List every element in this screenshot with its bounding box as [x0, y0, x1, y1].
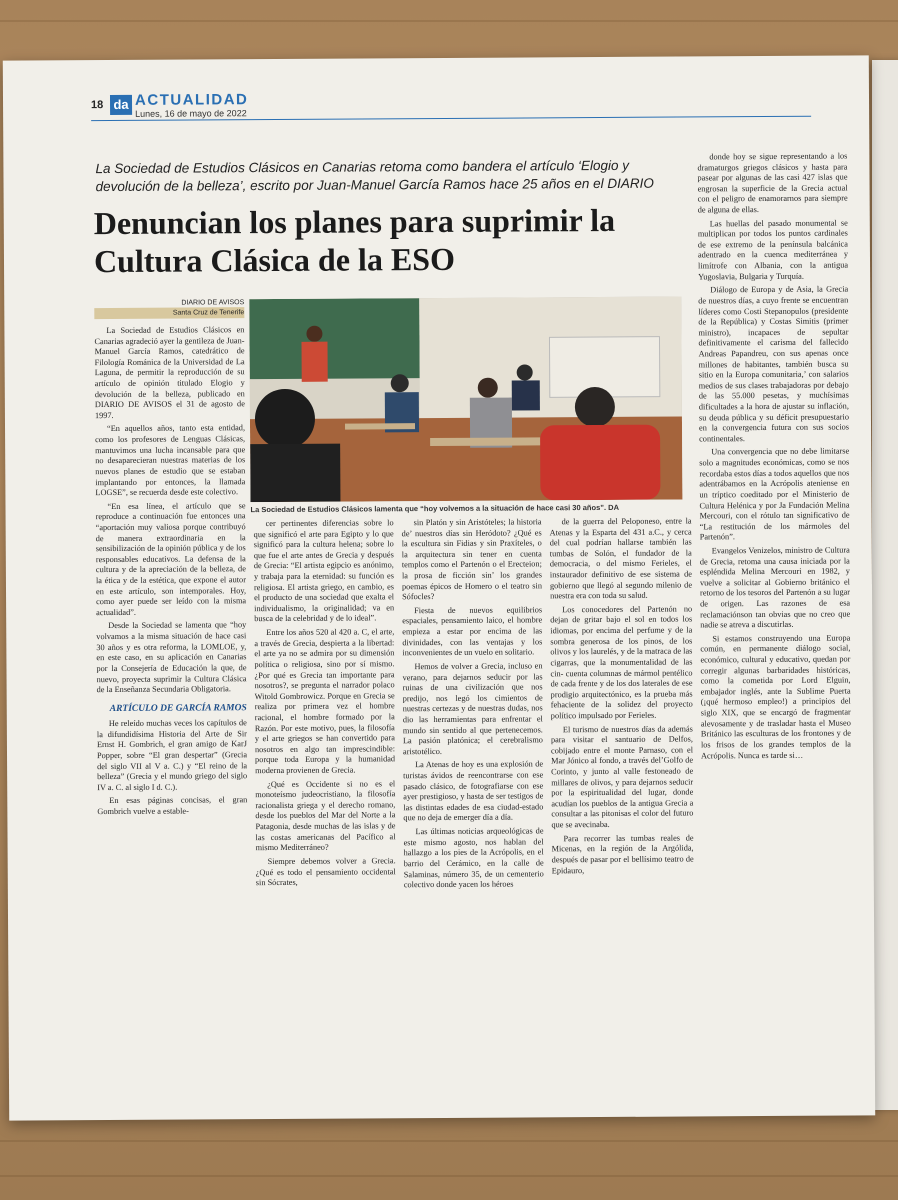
paragraph: “En aquellos años, tanto esta entidad, como los profesores de Lenguas Clásicas, mantuvimos una lucha incansable para que no desaparecieran nuestras materias de los nuevos planes de estudio que se estaban implantando por entonces, la llamada LOGSE”, se recuerda desde este colectivo. — [95, 423, 246, 498]
paragraph: La Atenas de hoy es una explosión de turistas ávidos de reencontrarse con ese pasado clásico, de fotografiarse con ese ayer prestigioso, y hasta de ser testigos de las distintas edades de esa ciudad-estado que no deja de emerger día a día. — [403, 759, 544, 823]
publication-logo: da — [110, 95, 132, 115]
paragraph: donde hoy se sigue representando a los dramaturgos griegos clásicos y hasta para pasear por algunas de las casi 427 islas que engrosan la superficie de la Grecia actual con el peligro de enamorarnos para siempre de alguna de ellas. — [697, 151, 848, 215]
paragraph: sin Platón y sin Aristóteles; la historia de’ nuestros días sin Heródoto? ¿Qué es la escultura sin Fidias y sin Praxíteles, o la arquitectura sin tener en cuenta templos como el Partenón o el Erecteion; la prosa de ficción sin’ los grandes poemas épicos de Homero o el teatro sin Sófocles? — [401, 517, 543, 602]
paragraph: “En esa línea, el artículo que se reproduce a continuación fue entonces una “aportación muy valiosa porque contribuyó de manera extraordinaria en la sensibilización de la opinión pública y de los responsables educativos. La defensa de la cultura y de la apreciación de la belleza, de la ética y de la estética, que expone el autor en este artículo, son intemporales. Hoy, como ayer puede ser leído con la misma actualidad”. — [95, 500, 247, 617]
column-2 — [254, 518, 396, 892]
paragraph: Siempre debemos volver a Grecia. ¿Qué es todo el pensamiento occidental sin Sócrates, — [255, 856, 396, 888]
paragraph: Desde la Sociedad se lamenta que “hoy volvamos a la misma situación de hace casi 30 años y es otra reforma, la LOMLOE, y, en este caso, en su aplicación en Canarias por la Consejería de Educación la que, de nuevo, proyecta suprimir la Cultura Clásica de la Enseñanza Secundaria Obligatoria. — [96, 620, 247, 695]
paragraph: Una convergencia que no debe limitarse solo a magnitudes económicas, como se nos recordaba estos días a todos aquellos que nos adentrábamos en la Acrópolis ateniense en un tríptico coeditado por el Ministerio de Cultura Helénica y por Ja Fundación Melina Mercouri, con el rótulo tan significativo de “La restitución de los mármoles del Partenón”. — [699, 446, 850, 542]
paragraph: En esas páginas concisas, el gran Gombrich vuelve a estable- — [97, 795, 248, 817]
paragraph: de la guerra del Peloponeso, entre la Atenas y la Esparta del 431 a.C., y cerca del cual podrían hallarse también las tumbas de Solón, el fundador de la democracia, o del mismo Ferieles, el instaurador definitivo de ese sistema de gobierno que llegó al segundo milenio de nuestra era con toda su salud. — [549, 516, 693, 601]
paragraph: Las huellas del pasado monumental se multiplican por todos los puntos cardinales de ese extremo de la península balcánica adentrado en la cuenca mediterránea y limítrofe con Albania, con la antigua Yugoslavia, Bulgaria y Turquía. — [697, 218, 849, 282]
classroom-illustration — [249, 297, 682, 503]
next-page-edge — [872, 60, 898, 1110]
paragraph: Las últimas noticias arqueológicas de este mismo agosto, nos hablan del hallazgo a los pies de la Acrópolis, en el barrio del Cerámico, en la calle de Salaminas, número 35, de un cementerio colectivo donde yacen los héroes — [403, 826, 544, 890]
page-number: 18 — [91, 99, 104, 112]
byline-place: Santa Cruz de Tenerife — [94, 307, 244, 319]
paragraph: Si estamos construyendo una Europa común, en permanente diálogo social, económico, cultural y educativo, quedan por corregir algunas barbaridades históricas, como la cometida por Lord Elguin, embajador inglés, ante la Sublime Puerta (¡qué hermoso empleo!) a principios del siglo XIX, que se encargó de fragmentar alevosamente y de trasladar hasta el Museo Británico las esculturas de los frontones y de los frisos de los grandes templos de la Acrópolis. Nunca es tarde si… — [700, 633, 851, 760]
paragraph: Diálogo de Europa y de Asia, la Grecia de nuestros días, a cuyo frente se encuentran líderes como Costi Stepanopulos (presidente de la República) y Costas Simitis (primer ministro), incapaces de sepultar definitivamente el carisma del fallecido Andreas Papandreu, con sus apenas once millones de habitantes, también busca su sitio en la Europa comunitaria,’ con salarios medios de sus clases trabajadoras por debajo de las 55.000 pesetas, y muchísimas dificultades a la hora de ajustar su inflación, su deuda pública y su déficit presupuestario en la convergencia futura con sus socios continentales. — [698, 284, 850, 444]
paragraph: He releído muchas veces los capítulos de la difundidísima Historia del Arte de Sir Ernst H. Gombrich, el gran amigo de KarJ Popper, sobre “El gran despertar” (Grecia del siglo VII al V a. C.) y “El reino de la belleza” (Grecia y el mundo griego del siglo IV a. C. al siglo I d. C.). — [96, 718, 248, 792]
column-1 — [94, 325, 247, 821]
paragraph: Evangelos Venizelos, ministro de Cultura de Grecia, retoma una causa iniciada por la espléndida Melina Mercouri en 1982, y vuelve a solicitar al Gobierno británico el retorno de los tesoros del Partenón a su lugar de origen. Las razones de esa reclamaciónson tan obvias que no creo que nadie se atreva a discutirlas. — [699, 545, 851, 630]
article-headline: Denuncian los planes para suprimir la Cultura Clásica de la ESO — [93, 201, 616, 279]
article-kicker: La Sociedad de Estudios Clásicos en Canarias retoma como bandera el artículo ‘Elogio y devolución de la belleza’, escrito por Juan-Manuel García Ramos hace 25 años en el DIARIO — [95, 157, 654, 195]
paragraph: cer pertinentes diferencias sobre lo que significó el arte para Egipto y lo que significó para la cultura helena; sobre lo que fue el arte antes de Grecia y después de Grecia: “El artista egipcio es anónimo, y trabaja para la eternidad: su función es religiosa. El artista griego, en cambio, es el producto de una sociedad que exalta el individualismo, la originalidad; va en busca de la celebridad y de lo ideal”. — [253, 518, 395, 624]
wood-grain — [0, 20, 898, 22]
wood-grain — [0, 1175, 898, 1177]
paragraph: Fiesta de nuevos equilibrios espaciales, pensamiento laico, el hombre empieza a estar por encima de las divinidades, con las ventajas y los inconvenientes de un vuelo en solitario. — [402, 605, 543, 658]
section-subhead: ARTÍCULO DE GARCÍA RAMOS — [109, 702, 247, 714]
paragraph: La Sociedad de Estudios Clásicos en Canarias agradeció ayer la gentileza de Juan-Manuel García Ramos, catedrático de Filología Románica de la Universidad de La Laguna, de permitir la reproducción de su artículo de opinión titulado Elogio y devolución de la belleza, publicado en DIARIO DE AVISOS el 31 de agosto de 1997. — [94, 325, 245, 420]
paragraph: Hemos de volver a Grecia, incluso en verano, para dejarnos seducir por las ruinas de una civilización que nos predijo, nos legó los cimientos de nuestras certezas y de nuestras dudas, nos dio las herramientas para enfrentar el mundo sin sentido al que pertenecemos. La pasión platónica; el cerebralismo aristotélico. — [402, 661, 543, 757]
section-title: ACTUALIDAD — [134, 91, 249, 109]
column-3 — [402, 517, 544, 894]
column-4 — [550, 516, 694, 879]
issue-date: Lunes, 16 de mayo de 2022 — [135, 108, 247, 119]
paragraph: El turismo de nuestros días da además para visitar el santuario de Delfos, cobijado entre el monte Parnaso, con el Mar Jónico al fondo, a través del’Golfo de Corinto, y junto al valle festoneado de millares de olivos, y para dejarnos seducir por la espiritualidad del lugar, donde acudían los pueblos de la antigua Grecia a consultar a las pitonisas el color del futuro que se avecinaba. — [550, 724, 694, 830]
classroom-photo — [249, 297, 682, 503]
column-5 — [697, 151, 851, 764]
wood-grain — [0, 1140, 898, 1142]
paragraph: Para recorrer las tumbas reales de Micenas, en la región de la Argólida, después de pasar por el bellísimo teatro de Epidauro, — [551, 833, 694, 875]
paragraph: Entre los años 520 al 420 a. C, el arte, a través de Grecia, despierta a la libertad: el arte ya no se admira por su dimensión política o religiosa, sino por sí mismo. ¿Por qué es Grecia tan importante para nosotros?, se pregunta el narrador polaco Witold Gombrowicz. Porque en Grecia se realiza por primera vez el hombre racional, el hombre formado por la Razón. Por este motivo, pues, la filosofía y el arte griegos se han convertido para nosotros en algo tan imprescindible: porque toda Europa y la humanidad moderna provienen de Grecia. — [254, 627, 396, 776]
paragraph: ¿Qué es Occidente si no es el monoteísmo judeocristiano, la filosofía racionalista griega y el derecho romano, desde los pueblos del Mar del Norte a la Patagonia, desde muchas de las islas y de las costas americanas del Pacífico al mismo Mediterráneo? — [255, 778, 396, 853]
newspaper-page — [3, 55, 875, 1120]
byline-source: DIARIO DE AVISOS — [181, 299, 245, 307]
paragraph: Los conocedores del Partenón no dejan de gritar bajo el sol en todos los idiomas, por encima del perfume y de la sombra generosa de los pinos, de los olivos y los laurelés, y de la matraca de las cigarras, que la monumentalidad de las cin- cuenta columnas de mármol pentélico de cada frente y de los dos laterales de ese prodigio arquitectónico, es la prueba más fehaciente de la solidez del proyecto político impulsado por Ferieles. — [550, 604, 693, 721]
photo-caption: La Sociedad de Estudios Clásicos lamenta que “hoy volvemos a la situación de hace casi 30 años”. DA — [250, 502, 620, 515]
